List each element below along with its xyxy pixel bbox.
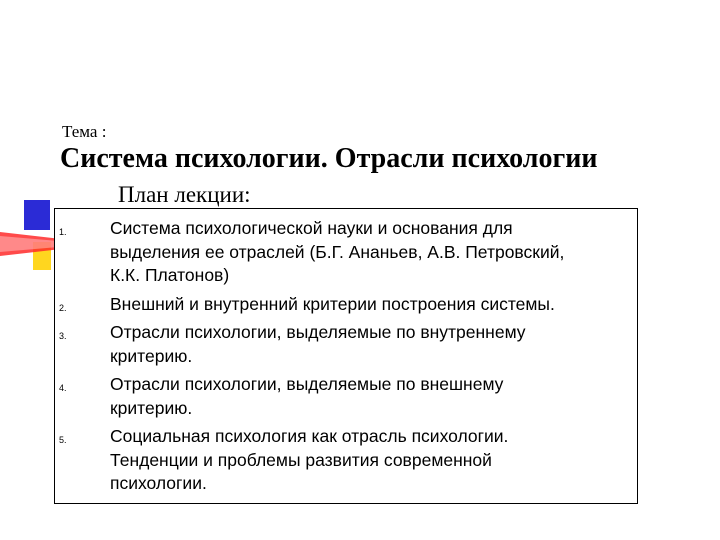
plan-item [55,425,630,496]
plan-item-line: Система психологической науки и основания для [110,218,513,238]
plan-item-text [110,293,630,317]
plan-item-line: Социальная психология как отрасль психологии. [110,426,509,446]
plan-item-number: 1. [59,227,67,237]
plan-item-number: 2. [59,302,67,313]
plan-item-line: Внешний и внутренний критерии построения системы. [110,293,555,314]
topic-label: Тема : [62,122,107,141]
plan-item-line: выделения ее отраслей (Б.Г. Ананьев, А.В. Петровский, [110,241,565,262]
plan-item [55,321,630,368]
plan-item-line: Отрасли психологии, выделяемые по внутреннему [110,322,526,342]
plan-item-number: 5. [59,435,67,445]
plan-item [55,217,630,288]
plan-item-number: 4. [59,383,67,393]
plan-item-line: критерию. [110,345,193,366]
plan-item-text [110,321,630,368]
slide-title: Система психологии. Отрасли психологии [60,143,598,174]
lecture-plan-list [55,217,630,501]
plan-item-line: Тенденции и проблемы развития современной [110,449,492,470]
plan-heading: План лекции: [118,182,251,207]
plan-item-number: 3. [59,331,67,341]
plan-item-text [110,217,630,288]
plan-item-line: Отрасли психологии, выделяемые по внешнему [110,374,504,394]
plan-item-line: психологии. [110,473,207,493]
plan-item [55,373,630,420]
plan-item-text [110,425,630,496]
lecture-plan-box [54,208,638,504]
plan-item [55,293,630,317]
plan-item-text [110,373,630,420]
plan-item-line: К.К. Платонов) [110,265,230,285]
plan-item-line: критерию. [110,397,193,418]
